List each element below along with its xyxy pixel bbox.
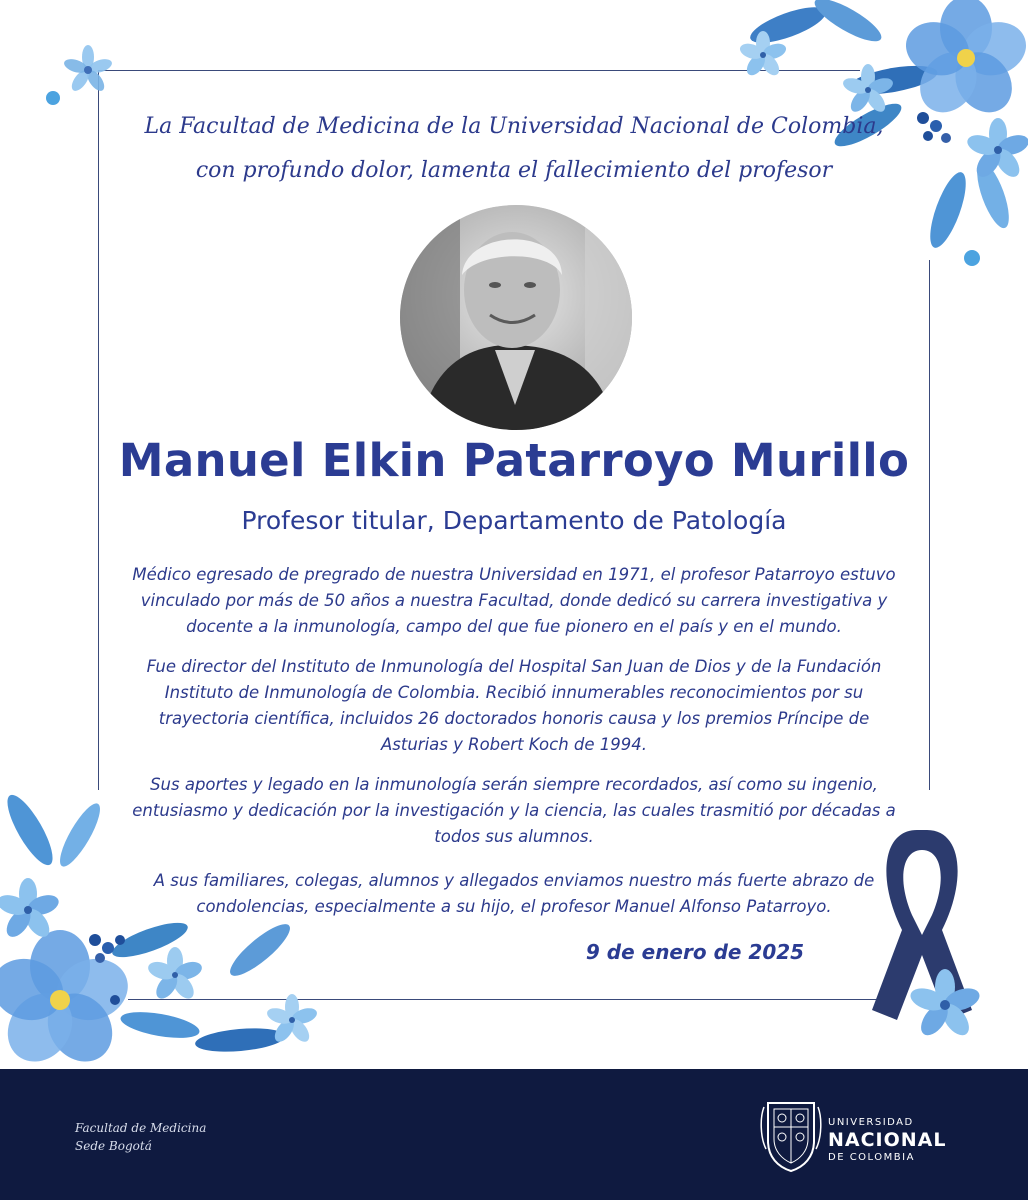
paragraph-1-line-1: Médico egresado de pregrado de nuestra Universidad en 1971, el profesor Patarroyo estuvo: [132, 565, 896, 584]
paragraph-2-line-3: trayectoria científica, incluidos 26 doctorados honoris causa y los premios Príncipe de: [158, 709, 870, 728]
footer-band: [0, 1069, 1028, 1200]
university-seal-icon: [760, 1097, 822, 1173]
paragraph-4-line-2: condolencias, especialmente a su hijo, el profesor Manuel Alfonso Patarroyo.: [196, 897, 832, 916]
footer-faculty: Facultad de Medicina: [75, 1121, 207, 1135]
paragraph-4-line-1: A sus familiares, colegas, alumnos y allegados enviamos nuestro más fuerte abrazo de: [153, 871, 875, 890]
intro-line-2: con profundo dolor, lamenta el fallecimiento del profesor: [195, 158, 833, 183]
paragraph-1-line-2: vinculado por más de 50 años a nuestra Facultad, donde dedicó su carrera investigativa y: [140, 591, 888, 610]
paragraph-2-line-4: Asturias y Robert Koch de 1994.: [380, 735, 648, 754]
paragraph-3-line-3: todos sus alumnos.: [434, 827, 594, 846]
person-name: Manuel Elkin Patarroyo Murillo: [118, 434, 910, 487]
date-label: 9 de enero de 2025: [585, 940, 805, 964]
paragraph-2: [96, 654, 932, 758]
intro-line-1: La Facultad de Medicina de la Universidad Nacional de Colombia,: [144, 114, 884, 139]
paragraph-1: [96, 562, 932, 640]
portrait-photo: [400, 205, 632, 430]
logo-universidad: UNIVERSIDAD: [828, 1117, 914, 1128]
floral-bottom-right: [895, 960, 995, 1050]
paragraph-2-line-1: Fue director del Instituto de Inmunología del Hospital San Juan de Dios y de la Fundación: [146, 657, 882, 676]
paragraph-3-line-1: Sus aportes y legado en la inmunología serán siempre recordados, así como su ingenio,: [150, 775, 878, 794]
paragraph-2-line-2: Instituto de Inmunología de Colombia. Recibió innumerables reconocimientos por su: [164, 683, 864, 702]
floral-bottom-left: [0, 790, 330, 1070]
logo-de-colombia: DE COLOMBIA: [828, 1152, 915, 1163]
paragraph-1-line-3: docente a la inmunología, campo del que fue pionero en el país y en el mundo.: [186, 617, 842, 636]
logo-nacional: NACIONAL: [828, 1129, 947, 1151]
paragraph-3-line-2: entusiasmo y dedicación por la investigación y la ciencia, las cuales trasmitió por décadas a: [132, 801, 896, 820]
floral-top-left: [40, 40, 130, 120]
footer-campus: Sede Bogotá: [75, 1139, 152, 1153]
person-title: Profesor titular, Departamento de Patología: [241, 506, 787, 535]
